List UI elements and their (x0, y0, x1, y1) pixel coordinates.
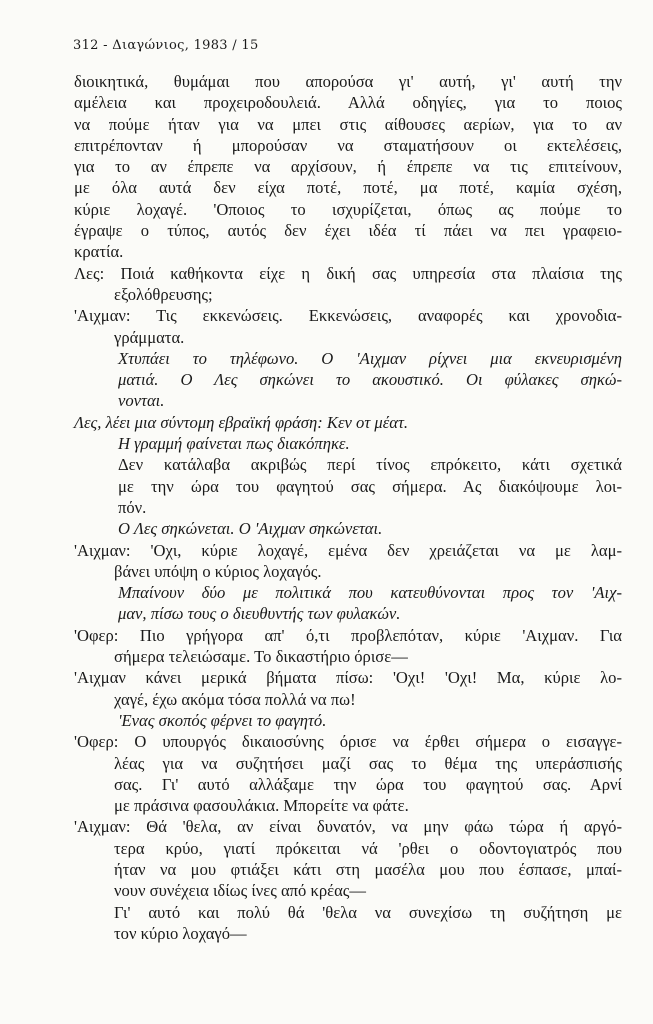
text-line: με πράσινα φασουλάκια. Μπορείτε να φάτε. (114, 796, 409, 816)
text-line: τερα κρύο, γιατί πρόκειται νά 'ρθει ο οδοντογιατρός που (114, 838, 622, 858)
speaker-line: 'Αιχμαν κάνει μερικά βήματα πίσω: 'Οχι! 'Οχι! Μα, κύριε λο- (74, 668, 622, 688)
speaker-line: 'Αιχμαν: Θά 'θελα, αν είναι δυνατόν, να μην φάω τώρα ή αργό- (74, 817, 622, 837)
text-line: ήταν να μου φτιάξει κάτι στη μασέλα μου που έσπασε, μπαί- (114, 859, 622, 879)
text-line: εξολόθρευσης; (114, 284, 213, 304)
text-line: νουν συνέχεια ιδίως ίνες από κρέας— (114, 881, 366, 901)
text-line: σήμερα τελειώσαμε. Το δικαστήριο όρισε— (114, 647, 408, 667)
text-line: Γι' αυτό και πολύ θά 'θελα να συνεχίσω τη συζήτηση με (114, 902, 622, 922)
text-line: επιτρέπονταν ή μπορούσαν να σταματήσουν οι εκτελέσεις, (74, 135, 622, 155)
text-line: να πούμε ήταν για να μπει στις αίθουσες αερίων, για το αν (74, 114, 622, 134)
text-line: τον κύριο λοχαγό— (114, 923, 247, 943)
stage-direction: ματιά. Ο Λες σηκώνει το ακουστικό. Οι φύλακες σηκώ- (118, 370, 622, 390)
stage-direction: νονται. (118, 391, 165, 411)
text-line: για το αν έπρεπε να αρχίσουν, ή έπρεπε να τις επιτείνουν, (74, 157, 622, 177)
text-line: πόν. (118, 497, 147, 517)
speaker-line: 'Αιχμαν: 'Οχι, κύριε λοχαγέ, εμένα δεν χρειάζεται να με λαμ- (74, 540, 622, 560)
speaker-line: Λες: Ποιά καθήκοντα είχε η δική σας υπηρεσία στα πλαίσια της (74, 263, 622, 283)
text-line: διοικητικά, θυμάμαι που απορούσα γι' αυτή, γι' αυτή την (74, 72, 622, 91)
text-line: κύριε λοχαγέ. 'Οποιος το ισχυρίζεται, όπως ας πούμε το (74, 199, 622, 219)
stage-direction: Ο Λες σηκώνεται. Ο 'Αιχμαν σηκώνεται. (118, 519, 383, 539)
text-line: βάνει υπόψη ο κύριος λοχαγός. (114, 561, 322, 581)
text-line: έγραψε ο τύπος, αυτός δεν έχει ιδέα τί πάει να πει γραφειο- (74, 221, 622, 241)
speaker-line: 'Οφερ: Πιο γρήγορα απ' ό,τι προβλεπόταν, κύριε 'Αιχμαν. Για (74, 625, 622, 645)
speaker-line: 'Αιχμαν: Τις εκκενώσεις. Εκκενώσεις, αναφορές και χρονοδια- (74, 306, 622, 326)
speaker-line: Λες, λέει μια σύντομη εβραϊκή φράση: Κεν οτ μέατ. (74, 412, 409, 432)
text-line: με την ώρα του φαγητού σας σήμερα. Ας διακόψουμε λοι- (118, 476, 622, 496)
stage-direction: μαν, πίσω τους ο διευθυντής των φυλακών. (118, 604, 401, 624)
stage-direction: Μπαίνουν δύο με πολιτικά που κατευθύνονται προς τον 'Αιχ- (118, 583, 622, 603)
speaker-line: 'Οφερ: Ο υπουργός δικαιοσύνης όρισε να έρθει σήμερα ο εισαγγε- (74, 732, 622, 752)
running-header: 312 - Διαγώνιος, 1983 / 15 (73, 38, 259, 53)
text-line: σας. Γι' αυτό αλλάξαμε την ώρα του φαγητού σας. Αρνί (114, 774, 622, 794)
text-line: γράμματα. (114, 327, 185, 347)
text-line: με όλα αυτά δεν είχα ποτέ, ποτέ, μα ποτέ, καμία σχέση, (74, 178, 622, 198)
text-line: κρατία. (74, 242, 124, 262)
stage-direction: Η γραμμή φαίνεται πως διακόπηκε. (118, 434, 350, 454)
stage-direction: Χτυπάει το τηλέφωνο. Ο 'Αιχμαν ρίχνει μια εκνευρισμένη (118, 348, 622, 368)
text-line: αμέλεια και προχειροδουλειά. Αλλά οδηγίες, για το ποιος (74, 93, 622, 113)
text-line: Δεν κατάλαβα ακριβώς περί τίνος επρόκειτο, κάτι σχετικά (118, 455, 622, 475)
play-text (74, 71, 622, 944)
stage-direction: 'Ενας σκοπός φέρνει το φαγητό. (118, 710, 327, 730)
text-line: χαγέ, έχω ακόμα τόσα πολλά να πω! (114, 689, 356, 709)
text-line: λέας για να συζητήσει μαζί σας το θέμα της υπεράσπισής (114, 753, 622, 773)
